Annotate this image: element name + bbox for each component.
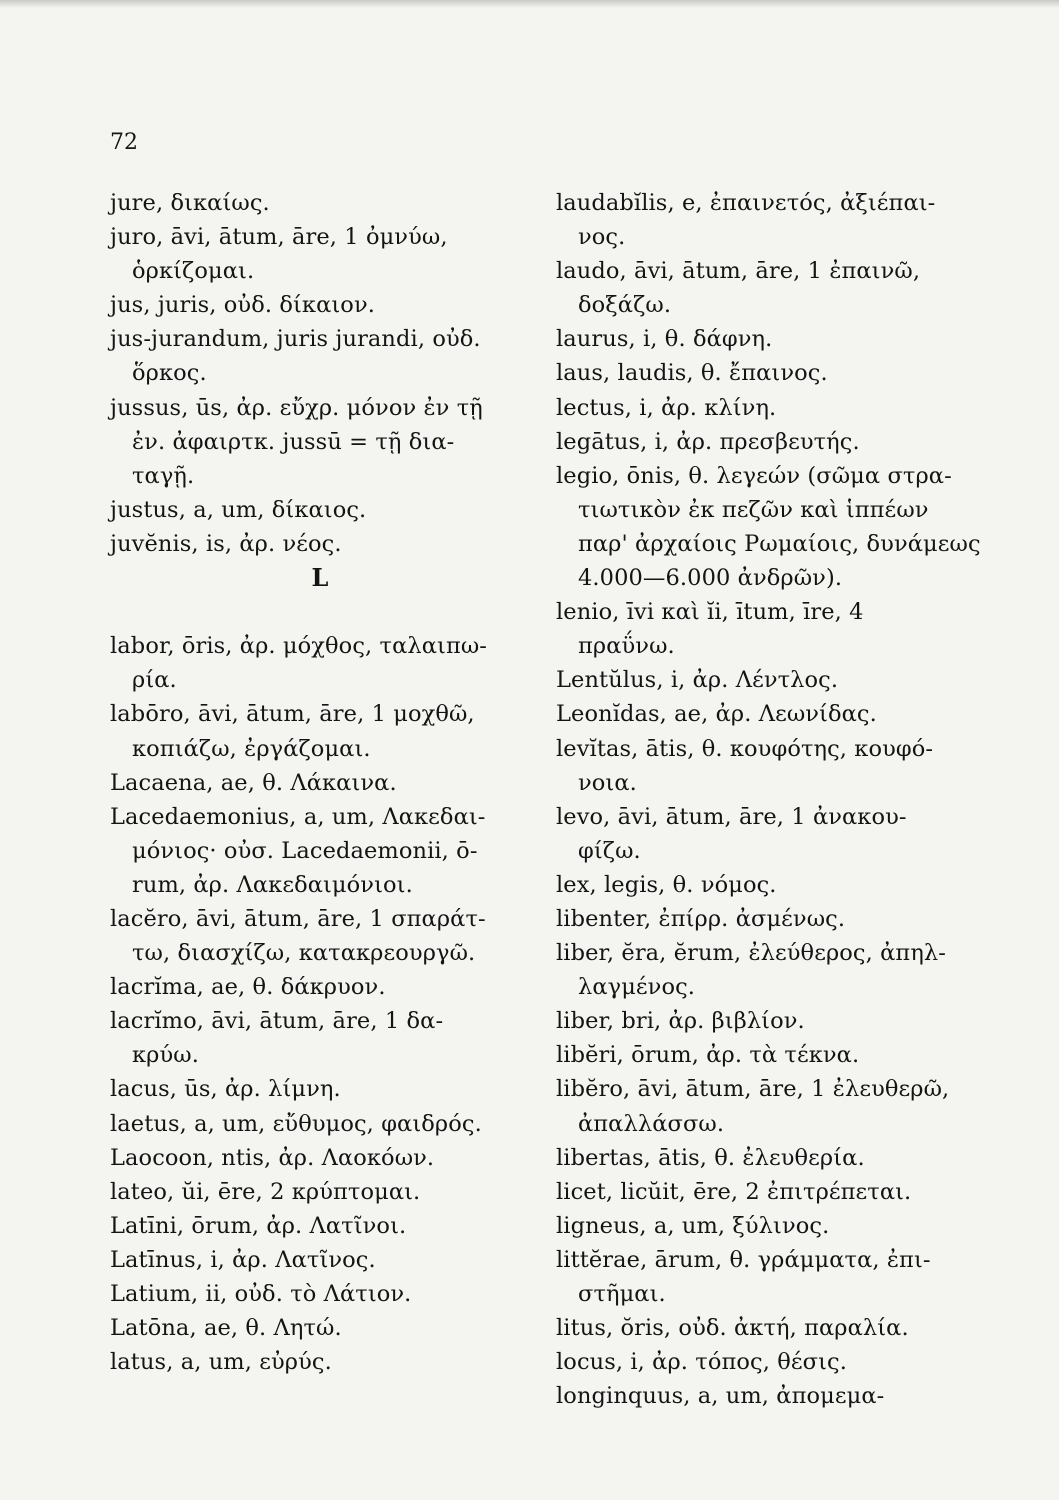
- blank-line: [110, 595, 550, 629]
- dictionary-entry: labor, ōris, ἀρ. μόχθος, ταλαιπω-: [110, 633, 487, 660]
- entry-continuation-line: ὁρκίζομαι.: [132, 258, 255, 285]
- dictionary-entry: Latīni, ōrum, ἀρ. Λατῖνοι.: [110, 1212, 407, 1239]
- entry-continuation-line: ὅρκος.: [132, 360, 207, 387]
- dictionary-entry: laudabĭlis, e, ἐπαινετός, ἀξιέπαι-: [556, 190, 936, 216]
- dictionary-entry: juvĕnis, is, ἀρ. νέος.: [110, 530, 342, 557]
- section-letter-heading: L: [311, 563, 329, 593]
- entry-continuation-line: rum, ἀρ. Λακεδαιμόνιοι.: [132, 871, 413, 898]
- dictionary-entry: jus, juris, οὐδ. δίκαιον.: [110, 292, 375, 319]
- dictionary-entry: lacrĭmo, āvi, ātum, āre, 1 δα-: [110, 1008, 444, 1035]
- dictionary-entry: liber, bri, ἀρ. βιβλίον.: [556, 1008, 805, 1035]
- entry-continuation-line: φίζω.: [578, 837, 641, 864]
- dictionary-entry: Lacaena, ae, θ. Λάκαινα.: [110, 769, 397, 796]
- entry-continuation-line: τιωτικὸν ἐκ πεζῶν καὶ ἱππέων: [578, 496, 929, 523]
- entry-continuation-line: παρ' ἀρχαίοις Ρωμαίοις, δυνάμεως: [578, 530, 981, 557]
- dictionary-entry: jus-jurandum, juris jurandi, οὐδ.: [110, 326, 481, 353]
- dictionary-entry: levo, āvi, ātum, āre, 1 ἀνακου-: [556, 803, 907, 830]
- dictionary-entry: lex, legis, θ. νόμος.: [556, 871, 777, 898]
- entry-continuation-line: πραΰνω.: [578, 633, 675, 660]
- dictionary-entry: justus, a, um, δίκαιος.: [110, 496, 367, 523]
- entry-continuation-line: 4.000—6.000 ἀνδρῶν).: [578, 565, 843, 592]
- dictionary-entry: libenter, ἐπίρρ. ἀσμένως.: [556, 905, 846, 932]
- entry-continuation-line: ἀπαλλάσσω.: [578, 1110, 725, 1137]
- right-column: [556, 186, 1026, 1413]
- dictionary-entry: Lacedaemonius, a, um, Λακεδαι-: [110, 803, 486, 830]
- dictionary-entry: licet, licŭit, ēre, 2 ἐπιτρέπεται.: [556, 1178, 912, 1205]
- dictionary-entry: Leonĭdas, ae, ἀρ. Λεωνίδας.: [556, 701, 877, 728]
- entry-continuation-line: λαγμένος.: [578, 974, 696, 1001]
- entry-continuation-line: νος.: [578, 224, 626, 251]
- dictionary-entry: libĕri, ōrum, ἀρ. τὰ τέκνα.: [556, 1042, 860, 1069]
- dictionary-entry: laurus, i, θ. δάφνη.: [556, 326, 773, 353]
- dictionary-entry: laudo, āvi, ātum, āre, 1 ἐπαινῶ,: [556, 258, 921, 285]
- dictionary-entry: lacus, ūs, ἀρ. λίμνη.: [110, 1076, 341, 1103]
- entry-continuation-line: κοπιάζω, ἐργάζομαι.: [132, 735, 371, 762]
- dictionary-entry: Latōna, ae, θ. Λητώ.: [110, 1315, 342, 1342]
- dictionary-entry: legātus, i, ἀρ. πρεσβευτής.: [556, 428, 860, 455]
- entry-continuation-line: στῆμαι.: [578, 1281, 666, 1307]
- page-number: 72: [110, 130, 138, 155]
- entry-continuation-line: κρύω.: [132, 1042, 199, 1069]
- dictionary-entry: lenio, īvi καὶ ĭi, ītum, īre, 4: [556, 599, 864, 626]
- dictionary-entry: litus, ŏris, οὐδ. ἀκτή, παραλία.: [556, 1315, 909, 1342]
- dictionary-entry: ligneus, a, um, ξύλινος.: [556, 1212, 830, 1239]
- dictionary-entry: legio, ōnis, θ. λεγεών (σῶμα στρα-: [556, 462, 952, 489]
- entry-continuation-line: ταγῇ.: [132, 462, 195, 489]
- left-column: [110, 186, 550, 1379]
- dictionary-entry: Latīnus, i, ἀρ. Λατῖνος.: [110, 1246, 376, 1273]
- dictionary-entry: levĭtas, ātis, θ. κουφότης, κουφό-: [556, 735, 934, 762]
- dictionary-entry: liber, ĕra, ĕrum, ἐλεύθερος, ἀπηλ-: [556, 940, 946, 967]
- dictionary-entry: latus, a, um, εὐρύς.: [110, 1349, 332, 1376]
- dictionary-entry: libĕro, āvi, ātum, āre, 1 ἐλευθερῶ,: [556, 1076, 950, 1103]
- dictionary-entry: Laocoon, ntis, ἀρ. Λαοκόων.: [110, 1144, 435, 1171]
- dictionary-entry: jussus, ūs, ἀρ. εὔχρ. μόνον ἐν τῇ: [110, 394, 483, 421]
- dictionary-entry: juro, āvi, ātum, āre, 1 ὀμνύω,: [110, 224, 448, 251]
- dictionary-entry: lectus, i, ἀρ. κλίνη.: [556, 394, 777, 421]
- dictionary-entry: jure, δικαίως.: [110, 190, 270, 216]
- dictionary-entry: libertas, ātis, θ. ἐλευθερία.: [556, 1144, 865, 1171]
- entry-continuation-line: νοια.: [578, 769, 637, 796]
- dictionary-entry: locus, i, ἀρ. τόπος, θέσις.: [556, 1349, 847, 1376]
- dictionary-entry: lateo, ŭi, ēre, 2 κρύπτομαι.: [110, 1178, 421, 1205]
- dictionary-entry: laetus, a, um, εὔθυμος, φαιδρός.: [110, 1110, 482, 1137]
- entry-continuation-line: δοξάζω.: [578, 292, 672, 319]
- dictionary-entry: labōro, āvi, ātum, āre, 1 μοχθῶ,: [110, 701, 475, 728]
- entry-continuation-line: ἐν. ἀφαιρτκ. jussū = τῇ δια-: [132, 428, 455, 455]
- dictionary-entry: lacrĭma, ae, θ. δάκρυον.: [110, 974, 386, 1001]
- entry-continuation-line: ρία.: [132, 667, 177, 694]
- dictionary-entry: laus, laudis, θ. ἔπαινος.: [556, 360, 828, 387]
- entry-continuation-line: μόνιος· οὐσ. Lacedaemonii, ō-: [132, 837, 478, 864]
- dictionary-entry: Lentŭlus, i, ἀρ. Λέντλος.: [556, 667, 839, 694]
- dictionary-entry: Latium, ii, οὐδ. τὸ Λάτιον.: [110, 1281, 412, 1307]
- entry-continuation-line: τω, διασχίζω, κατακρεουργῶ.: [132, 940, 476, 967]
- page-top-edge: [0, 0, 1059, 8]
- dictionary-entry: littĕrae, ārum, θ. γράμματα, ἐπι-: [556, 1246, 931, 1273]
- dictionary-entry: longinquus, a, um, ἀπομεμα-: [556, 1383, 885, 1410]
- dictionary-entry: lacĕro, āvi, ātum, āre, 1 σπαράτ-: [110, 905, 486, 932]
